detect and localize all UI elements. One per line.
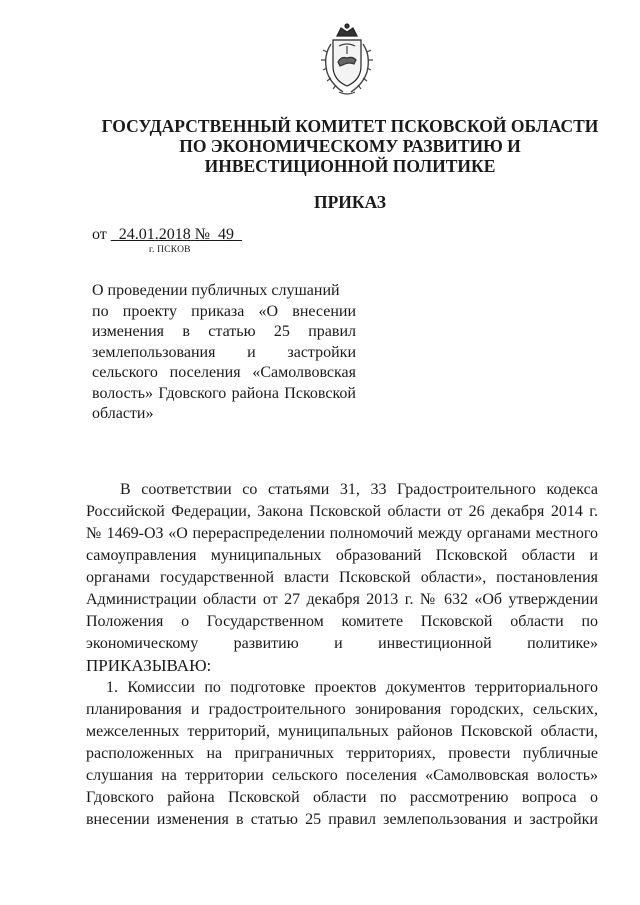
body-line: В соответствии со статьями 31, 33 Градостроительного кодекса (120, 481, 598, 498)
body-line: межселенных территорий, муниципальных районов Псковской области, (86, 723, 598, 740)
body-line: 1. Комиссии по подготовке проектов документов территориального (106, 679, 598, 696)
subject-line: сельского поселения «Самолвовская (92, 364, 356, 381)
order-date-field (111, 226, 242, 243)
coat-of-arms-emblem (319, 22, 375, 96)
order-body (86, 479, 598, 831)
subject-line: землепользования и застройки (92, 343, 356, 361)
organization-title (100, 116, 600, 176)
subject-line: О проведении публичных слушаний (92, 282, 340, 299)
subject-line: волость» Гдовского района Псковской (92, 384, 356, 402)
order-number: 49 (218, 226, 235, 243)
subject-line: изменения в статью 25 правил (92, 323, 356, 340)
body-line: слушания на территории сельского поселения «Самолвовская волость» (86, 767, 598, 784)
body-line: экономическому развитию и инвестиционной политике» (86, 635, 598, 652)
organization-title-line-1: ГОСУДАРСТВЕННЫЙ КОМИТЕТ ПСКОВСКОЙ ОБЛАСТИ (101, 116, 599, 136)
subject-line: по проекту приказа «О внесении (92, 302, 356, 320)
order-city: г. ПСКОВ (149, 245, 191, 255)
order-number-sign: № (194, 226, 211, 243)
body-line: Гдовского района Псковской области по рассмотрению вопроса о (86, 789, 598, 806)
order-date-number (92, 226, 242, 244)
organization-title-line-3: ИНВЕСТИЦИОННОЙ ПОЛИТИКЕ (204, 156, 496, 176)
organization-title-line-2: ПО ЭКОНОМИЧЕСКОМУ РАЗВИТИЮ И (179, 136, 521, 156)
subject-line: области» (92, 405, 154, 422)
body-line: органами государственной власти Псковской области», постановления (86, 569, 598, 586)
order-date: 24.01.2018 (118, 226, 191, 243)
body-line: Администрации области от 27 декабря 2013 г. № 632 «Об утверждении (86, 591, 598, 608)
document-type-heading: ПРИКАЗ (313, 192, 387, 212)
order-prefix: от (92, 226, 107, 243)
order-directive: ПРИКАЗЫВАЮ: (86, 656, 212, 675)
body-line: внесении изменения в статью 25 правил землепользования и застройки (86, 811, 598, 828)
body-line: Российской Федерации, Закона Псковской области от 26 декабря 2014 г. (86, 503, 598, 520)
body-line: самоуправления муниципальных образований Псковской области и (86, 547, 598, 564)
body-line: № 1469-ОЗ «О перераспределении полномочий между органами местного (86, 525, 598, 542)
body-line: планирования и градостроительного зонирования городских, сельских, (86, 701, 598, 718)
order-subject (92, 281, 356, 425)
body-line: расположенных на приграничных территориях, провести публичные (86, 745, 598, 762)
body-line: Положения о Государственном комитете Псковской области по (86, 613, 598, 630)
